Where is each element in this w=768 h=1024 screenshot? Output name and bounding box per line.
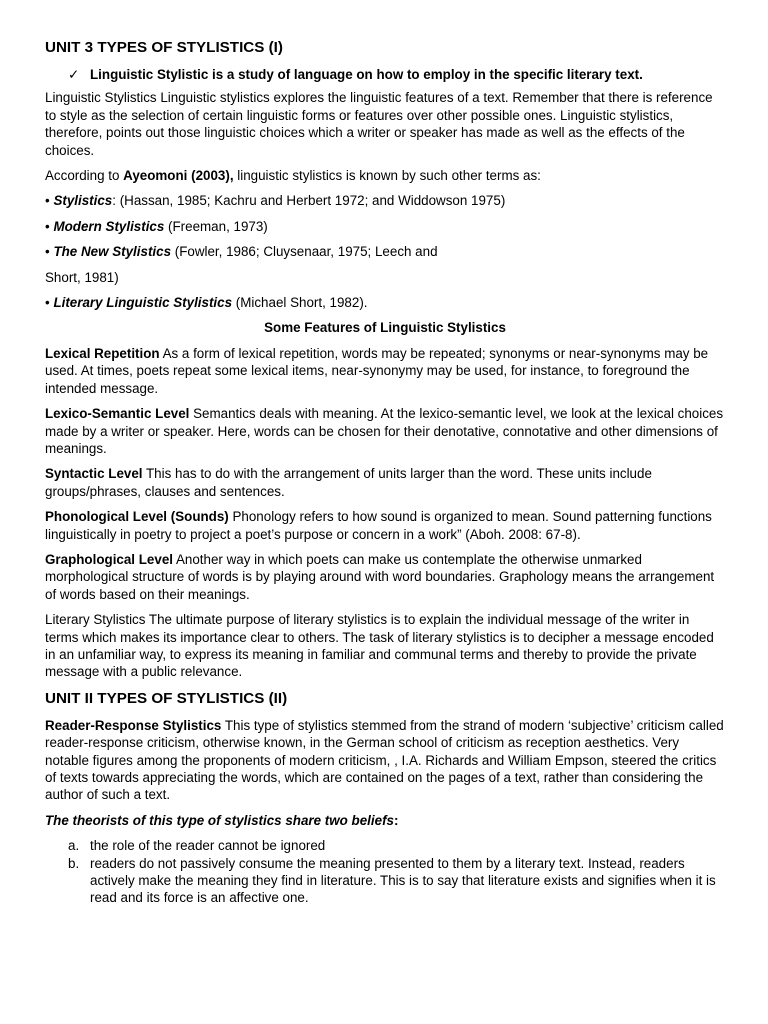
document-body xyxy=(45,38,725,907)
features-heading: Some Features of Linguistic Stylistics xyxy=(264,320,506,336)
bullet-item xyxy=(45,294,725,311)
bullet-term: Literary Linguistic Stylistics xyxy=(53,295,233,311)
bullet-marker: • xyxy=(45,295,50,311)
bullet-item xyxy=(45,218,725,235)
feature-text: This has to do with the arrangement of units larger than the word. These units include groups/phrases, clauses and sentences. xyxy=(45,466,652,499)
bullet-item xyxy=(45,192,725,209)
feature-term: Lexical Repetition xyxy=(45,345,160,361)
literary-stylistics-paragraph: Literary Stylistics The ultimate purpose of literary stylistics is to explain the individual message of the writer in terms which makes its importance clear to others. The task of literary stylistics is to decipher a message encoded in an unfamiliar way, to express its meaning in familiar and communal terms and thereby to provide the private message with a public relevance. xyxy=(45,612,714,680)
unit2-heading: UNIT II TYPES OF STYLISTICS (II) xyxy=(45,689,288,707)
according-post: linguistic stylistics is known by such other terms as: xyxy=(233,168,541,184)
list-item xyxy=(45,855,725,907)
bullet-marker: • xyxy=(45,244,50,260)
list-item-text: the role of the reader cannot be ignored xyxy=(90,838,326,854)
theorists-colon: : xyxy=(393,812,399,828)
feature-text: Another way in which poets can make us contemplate the otherwise unmarked morphological structure of words is by playing around with word boundaries. Graphology means the arrangement of words based on their meanings. xyxy=(45,551,715,602)
linguistic-stylistics-intro: Linguistic Stylistics Linguistic stylistics explores the linguistic features of a text. Remember that there is reference to style as the selection of certain linguistic forms or features over other possible ones. Linguistic stylistics, therefore, points out those linguistic choices which a writer or speaker has made as well as the effects of the choices. xyxy=(45,90,713,158)
checked-statement-text: Linguistic Stylistic is a study of language on how to employ in the specific literary text. xyxy=(90,67,643,82)
beliefs-list xyxy=(45,837,725,907)
feature-term: Syntactic Level xyxy=(45,466,143,482)
according-pre: According to xyxy=(45,168,124,184)
feature-paragraph xyxy=(45,405,725,457)
bullet-text: : (Hassan, 1985; Kachru and Herbert 1972; and Widdowson 1975) xyxy=(112,193,506,209)
list-item-label: b. xyxy=(68,855,80,871)
list-item xyxy=(45,837,725,854)
bullet-term: Modern Stylistics xyxy=(53,218,165,234)
feature-paragraph xyxy=(45,508,725,543)
bullet-marker: • xyxy=(45,218,50,234)
reader-response-text: This type of stylistics stemmed from the strand of modern ‘subjective’ criticism called reader-response criticism, otherwise known, in the German school of criticism as reception aesthetics. Very notable figures among the proponents of modern criticism, , I.A. Richards and William Empson, steered the critics of texts towards appreciating the words, which are contained on the pages of a text, rather than considering the author of such a text. xyxy=(45,717,724,803)
bullet-item xyxy=(45,243,725,260)
feature-text: As a form of lexical repetition, words may be repeated; synonyms or near-synonyms may be used. At times, poets repeat some lexical items, near-synonymy may be used, for instance, to foreground the intended message. xyxy=(45,345,709,396)
check-mark-icon: ✓ xyxy=(68,67,80,82)
list-item-label: a. xyxy=(68,838,80,854)
reader-response-term: Reader-Response Stylistics xyxy=(45,717,222,733)
feature-text: Phonology refers to how sound is organized to mean. Sound patterning functions linguistically in poetry to project a poet’s purpose or concern in a work” (Aboh. 2008: 67-8). xyxy=(45,509,712,542)
feature-text: Semantics deals with meaning. At the lexico-semantic level, we look at the lexical choices made by a writer or speaker. Here, words can be chosen for their denotative, connotative and other dimensions of meanings. xyxy=(45,406,724,456)
according-paragraph xyxy=(45,167,725,184)
according-citation: Ayeomoni (2003), xyxy=(123,168,234,184)
theorists-statement: The theorists of this type of stylistics share two beliefs xyxy=(45,812,394,828)
feature-term: Phonological Level (Sounds) xyxy=(45,509,229,525)
theorists-line xyxy=(45,812,725,829)
bullet-continuation: Short, 1981) xyxy=(45,269,119,285)
bullet-term: Stylistics xyxy=(53,193,113,209)
bullet-marker: • xyxy=(45,193,50,209)
feature-term: Lexico-Semantic Level xyxy=(45,406,190,422)
unit3-heading: UNIT 3 TYPES OF STYLISTICS (I) xyxy=(45,39,283,56)
feature-paragraph xyxy=(45,465,725,500)
bullet-text: (Fowler, 1986; Cluysenaar, 1975; Leech and xyxy=(171,244,438,260)
checked-statement xyxy=(45,66,725,83)
feature-paragraph xyxy=(45,345,725,397)
bullet-text: (Michael Short, 1982). xyxy=(232,295,368,311)
bullet-text: (Freeman, 1973) xyxy=(164,218,268,234)
reader-response-paragraph xyxy=(45,717,725,804)
bullet-term: The New Stylistics xyxy=(53,244,172,260)
feature-term: Graphological Level xyxy=(45,551,173,567)
feature-paragraph xyxy=(45,551,725,603)
list-item-text: readers do not passively consume the meaning presented to them by a literary text. Instead, readers actively make the meaning they find in literature. This is to say that literature exists and signifies when it is read and its force is an affective one. xyxy=(90,855,716,906)
